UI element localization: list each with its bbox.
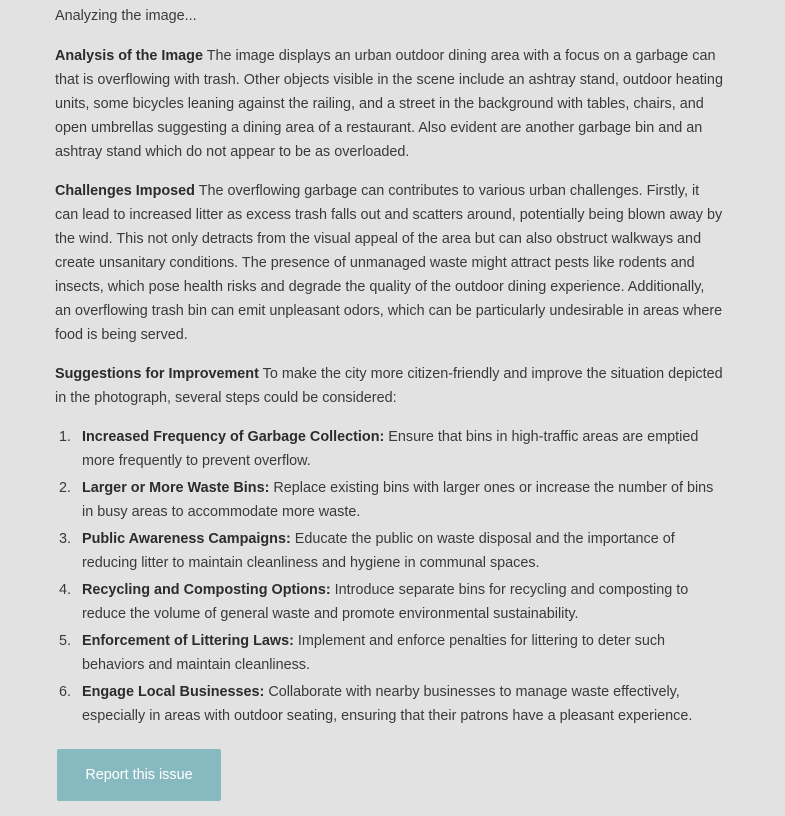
list-item xyxy=(55,527,723,575)
suggestions-list xyxy=(55,425,723,728)
list-item-title: Larger or More Waste Bins: xyxy=(82,480,270,496)
list-item xyxy=(55,578,723,626)
list-item-text: Educate the public on waste disposal and the importance of reducing litter to maintain cleanliness and hygiene in communal spaces. xyxy=(82,531,675,571)
list-item-number: 5. xyxy=(59,633,72,649)
list-item-title: Increased Frequency of Garbage Collection: xyxy=(82,429,385,445)
analysis-body: The image displays an urban outdoor dining area with a focus on a garbage can that is overflowing with trash. Other objects visible in the scene include an ashtray stand, outdoor heating units, some bicycles leaning against the railing, and a street in the background with tables, chairs, and open umbrellas suggesting a dining area of a restaurant. Also evident are another garbage bin and an ashtray stand which do not appear to be as overloaded. xyxy=(55,48,723,160)
list-item-title: Engage Local Businesses: xyxy=(82,684,265,700)
list-item xyxy=(55,680,723,728)
list-item-title: Recycling and Composting Options: xyxy=(82,582,331,598)
challenges-heading: Challenges Imposed xyxy=(55,183,195,199)
list-item-text: Introduce separate bins for recycling and composting to reduce the volume of general waste and promote environmental sustainability. xyxy=(82,582,689,622)
list-item xyxy=(55,629,723,677)
list-item-text: Replace existing bins with larger ones or increase the number of bins in busy areas to accommodate more waste. xyxy=(82,480,714,520)
list-item-title: Public Awareness Campaigns: xyxy=(82,531,291,547)
challenges-body: The overflowing garbage can contributes to various urban challenges. Firstly, it can lead to increased litter as excess trash falls out and scatters around, potentially being blown away by the wind. This not only detracts from the visual appeal of the area but can also obstruct walkways and create unsanitary conditions. The presence of unmanaged waste might attract pests like rodents and insects, which pose health risks and degrade the quality of the outdoor dining experience. Additionally, an overflowing trash bin can emit unpleasant odors, which can be particularly undesirable in areas where food is being served. xyxy=(55,183,723,343)
list-item-text: Ensure that bins in high-traffic areas are emptied more frequently to prevent overflow. xyxy=(82,429,699,469)
list-item xyxy=(55,476,723,524)
challenges-section xyxy=(55,179,723,347)
list-item-number: 1. xyxy=(59,429,72,445)
report-issue-button[interactable]: Report this issue xyxy=(57,749,221,801)
list-item-title: Enforcement of Littering Laws: xyxy=(82,633,294,649)
analysis-section xyxy=(55,44,723,164)
list-item-text: Collaborate with nearby businesses to manage waste effectively, especially in areas with outdoor seating, ensuring that their patrons have a pleasant experience. xyxy=(82,684,693,724)
analysis-heading: Analysis of the Image xyxy=(55,48,203,64)
list-item-number: 2. xyxy=(59,480,72,496)
suggestions-section xyxy=(55,362,723,410)
suggestions-body: To make the city more citizen-friendly and improve the situation depicted in the photograph, several steps could be considered: xyxy=(55,366,723,406)
list-item-number: 4. xyxy=(59,582,72,598)
list-item xyxy=(55,425,723,473)
list-item-text: Implement and enforce penalties for littering to deter such behaviors and maintain cleanliness. xyxy=(82,633,666,673)
list-item-number: 6. xyxy=(59,684,72,700)
list-item-number: 3. xyxy=(59,531,72,547)
status-text: Analyzing the image... xyxy=(55,8,197,24)
suggestions-heading: Suggestions for Improvement xyxy=(55,366,259,382)
